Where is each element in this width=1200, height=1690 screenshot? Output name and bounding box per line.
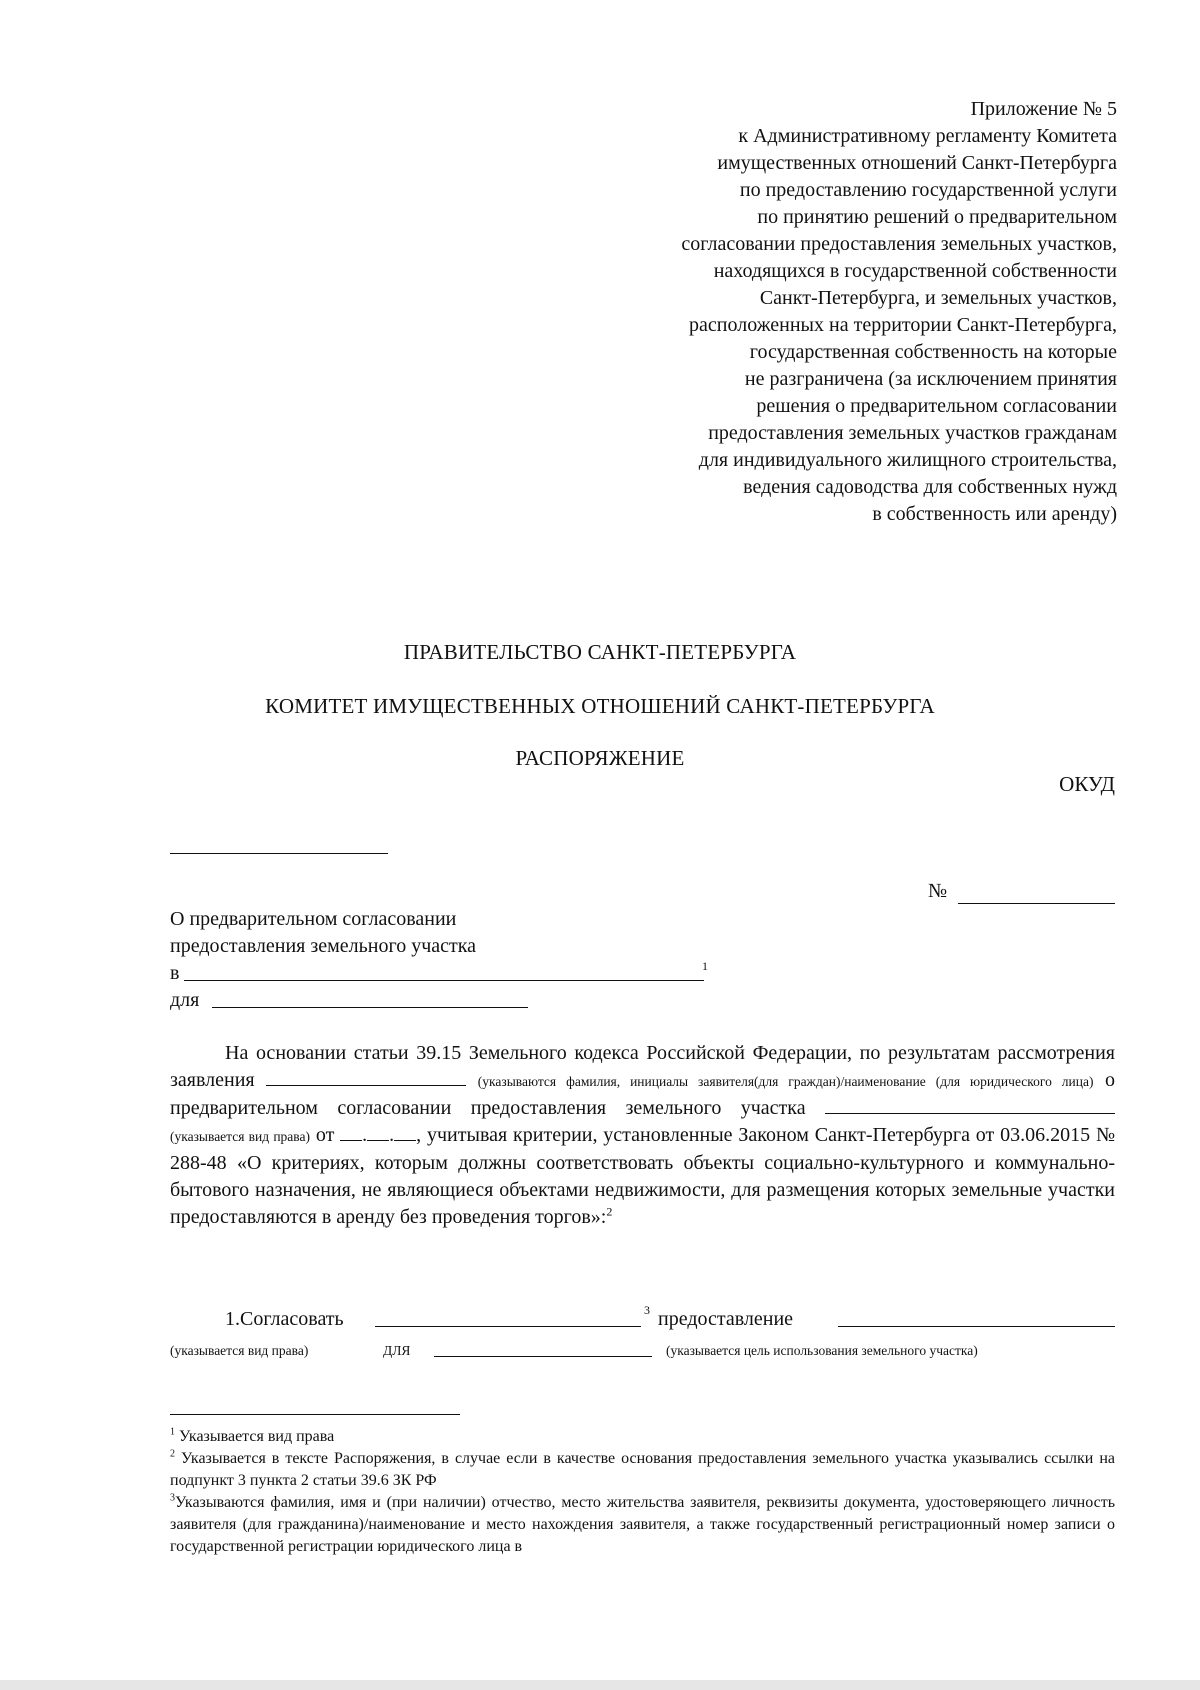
appendix-line: предоставления земельных участков гражданам bbox=[708, 422, 1117, 444]
date-field-line[interactable] bbox=[170, 853, 388, 854]
point-1-label: 1.Согласовать bbox=[225, 1308, 344, 1330]
right-type-field[interactable] bbox=[825, 1095, 1115, 1114]
appendix-line: для индивидуального жилищного строительства, bbox=[698, 449, 1117, 471]
subject-v-label: в bbox=[170, 962, 180, 984]
footnotes bbox=[170, 1426, 1115, 1558]
appendix-line: к Административному регламенту Комитета bbox=[738, 125, 1117, 147]
appendix-line: имущественных отношений Санкт-Петербурга bbox=[717, 152, 1117, 174]
point-1-purpose-note: (указывается цель использования земельного участка) bbox=[666, 1343, 978, 1358]
date-day-field[interactable] bbox=[340, 1122, 362, 1141]
applicant-note: (указываются фамилия, инициалы заявителя(для граждан)/наименование (для юридического лица) bbox=[477, 1074, 1094, 1089]
point-1-provision-label: предоставление bbox=[658, 1308, 794, 1330]
subject-dlya-field[interactable] bbox=[212, 1007, 528, 1008]
point-1-applicant-field[interactable] bbox=[375, 1326, 641, 1327]
body-paragraph: На основании статьи 39.15 Земельного кодекса Российской Федерации, по результатам рассмотрения заявления (указываются фамилия, инициалы заявителя(для граждан)/наименование (для юридического лица) о предварительном согласовании предоставления земельного участка (указывается вид права) от . . , учитывая критерии, установленные Законом Санкт-Петербурга от 03.06.2015 № 288-48 «О критериях, которым должны соответствовать объекты социально-культурного и коммунально-бытового назначения, не являющиеся объектами недвижимости, для размещения которых земельные участки предоставляются в аренду без проведения торгов»:$^2$ bbox=[170, 1042, 1116, 1228]
point-1-right-note: (указывается вид права) bbox=[170, 1343, 309, 1358]
footnote-3: $^3$Указываются фамилия, имя и (при наличии) отчество, место жительства заявителя, реквизиты документа, удостоверяющего личность заявителя (для гражданина)/наименование и место нахождения заявителя, а также государственный регистрационный номер записи о государственной регистрации юридического лица в bbox=[170, 1492, 1115, 1555]
subject-line-1: О предварительном согласовании bbox=[170, 908, 457, 930]
subject-block: О предварительном согласовании предоставления земельного участка в 1 для bbox=[170, 908, 708, 1011]
appendix-line: в собственность или аренду) bbox=[872, 503, 1117, 525]
number-field-line[interactable] bbox=[958, 903, 1115, 904]
date-month-field[interactable] bbox=[367, 1122, 389, 1141]
body-subject-text: о предварительном согласовании предоставления земельного участка bbox=[170, 1069, 1116, 1119]
subject-dlya-label: для bbox=[170, 989, 200, 1011]
right-type-note: (указывается вид права) bbox=[170, 1129, 310, 1144]
point-1-right-field[interactable] bbox=[838, 1326, 1115, 1327]
point-1: 1.Согласовать 3 предоставление (указывается вид права) ДЛЯ (указывается цель использования земельного участка) bbox=[170, 1304, 1115, 1364]
footnote-2: $^2$ Указывается в тексте Распоряжения, в случае если в качестве основания предоставления земельного участка указывались ссылки на подпункт 3 пункта 2 статьи 39.6 ЗК РФ bbox=[170, 1448, 1115, 1489]
appendix-line: Приложение № 5 bbox=[970, 98, 1117, 120]
point-1-dlya-label: ДЛЯ bbox=[383, 1343, 411, 1358]
footnote-separator bbox=[170, 1414, 460, 1415]
appendix-line: расположенных на территории Санкт-Петербурга, bbox=[689, 314, 1117, 336]
footnote-1: $^1$ Указывается вид права bbox=[170, 1426, 335, 1445]
appendix-line: Санкт-Петербурга, и земельных участков, bbox=[759, 287, 1117, 309]
body-law-text: учитывая критерии, установленные Законом Санкт-Петербурга от 03.06.2015 № 288-48 «О критериях, которым должны соответствовать объекты социально-культурного и коммунально-бытового назначения, не являющиеся объектами недвижимости, для размещения которых земельные участки предоставляются в аренду без проведения торгов»: bbox=[170, 1124, 1116, 1228]
appendix-line: решения о предварительном согласовании bbox=[756, 395, 1117, 417]
okud-label: ОКУД bbox=[1059, 772, 1115, 796]
committee-title: КОМИТЕТ ИМУЩЕСТВЕННЫХ ОТНОШЕНИЙ САНКТ-ПЕТЕРБУРГА bbox=[265, 694, 935, 718]
number-label: № bbox=[928, 880, 948, 902]
footnote-ref-2: 2 bbox=[606, 1204, 613, 1219]
appendix-line: находящихся в государственной собственности bbox=[713, 260, 1117, 282]
appendix-line: по предоставлению государственной услуги bbox=[739, 179, 1117, 201]
appendix-line: ведения садоводства для собственных нужд bbox=[743, 476, 1117, 498]
date-prefix: от bbox=[315, 1124, 335, 1146]
appendix-header bbox=[557, 96, 1117, 528]
point-1-purpose-field[interactable] bbox=[434, 1356, 652, 1357]
appendix-line: по принятию решений о предварительном bbox=[757, 206, 1117, 228]
document-type-title: РАСПОРЯЖЕНИЕ bbox=[515, 746, 685, 770]
page-bottom-edge bbox=[0, 1680, 1200, 1690]
government-title: ПРАВИТЕЛЬСТВО САНКТ-ПЕТЕРБУРГА bbox=[403, 640, 797, 664]
body-intro-text: На основании статьи 39.15 Земельного кодекса Российской Федерации, по результатам рассмотрения заявления bbox=[170, 1042, 1115, 1091]
subject-line-2: предоставления земельного участка bbox=[170, 935, 477, 957]
appendix-line: согласовании предоставления земельных участков, bbox=[681, 233, 1117, 255]
applicant-field[interactable] bbox=[266, 1067, 466, 1086]
subject-v-field[interactable] bbox=[184, 980, 704, 981]
appendix-line: не разграничена (за исключением принятия bbox=[744, 368, 1117, 390]
appendix-line: государственная собственность на которые bbox=[749, 341, 1117, 363]
date-year-field[interactable] bbox=[394, 1122, 416, 1141]
